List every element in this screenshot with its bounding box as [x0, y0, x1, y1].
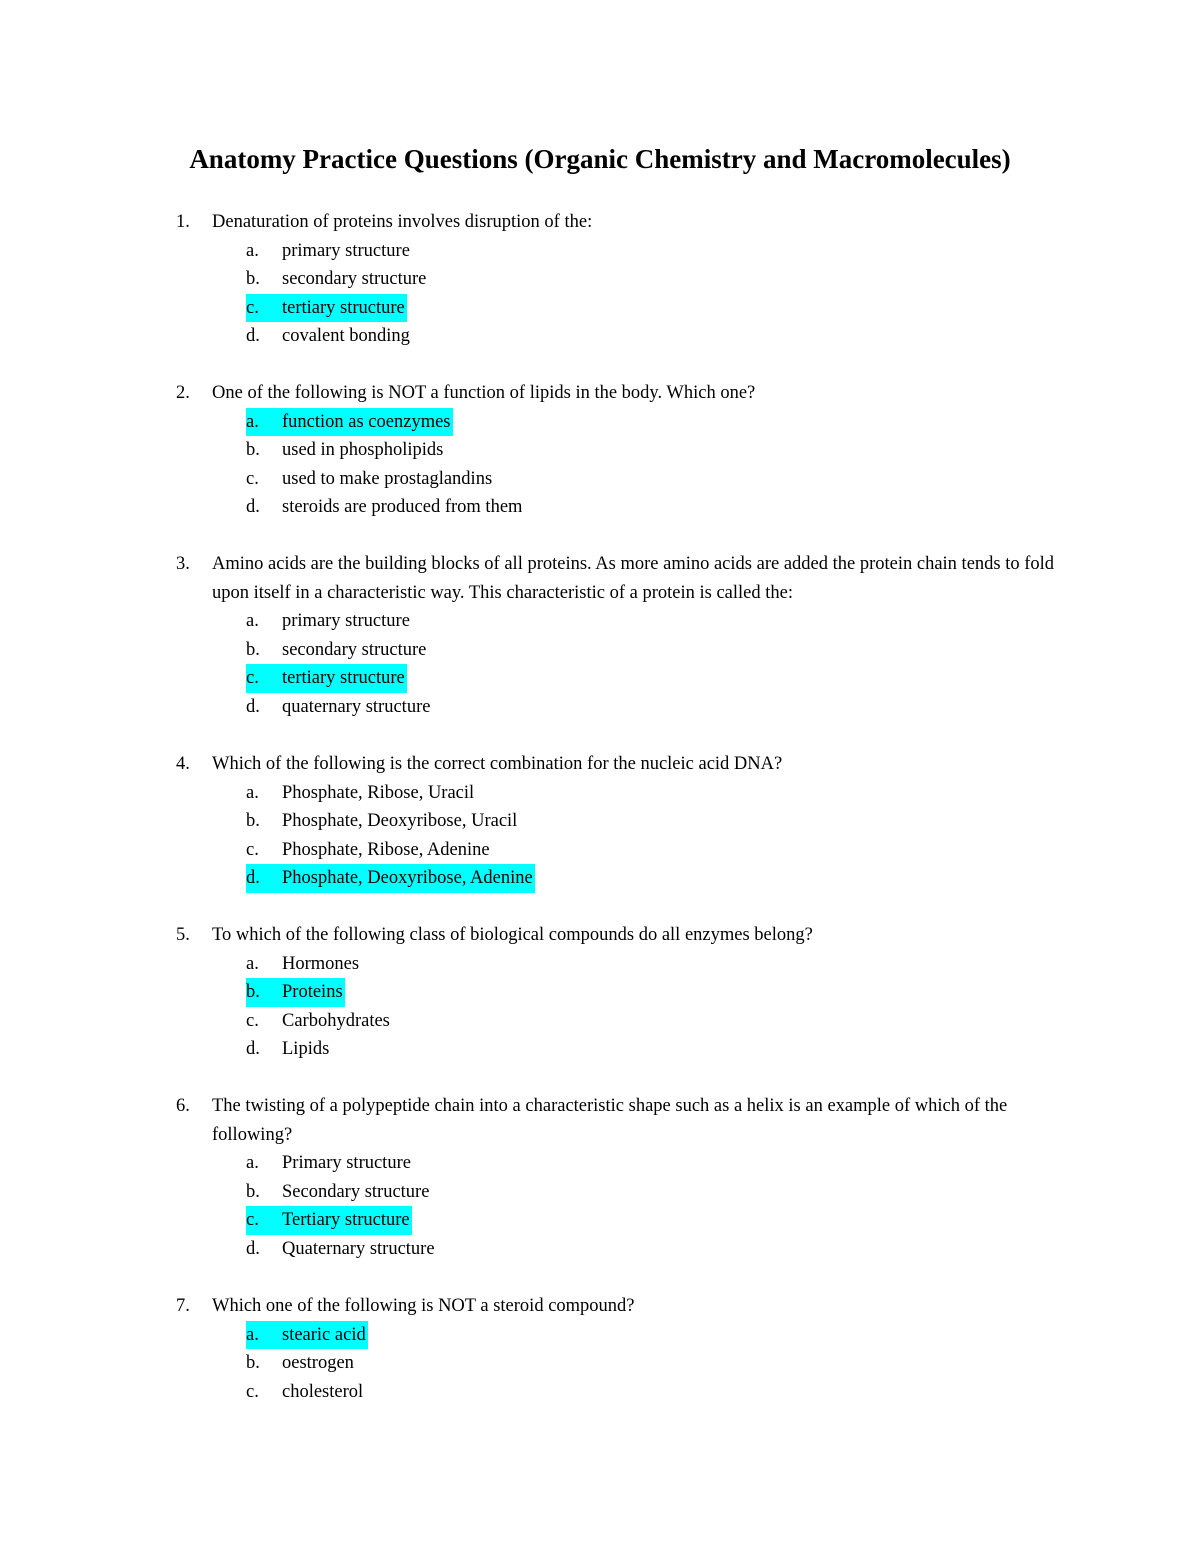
- page-title: Anatomy Practice Questions (Organic Chemistry and Macromolecules): [189, 144, 1011, 174]
- option-letter: b.: [246, 269, 260, 289]
- option-text: Phosphate, Ribose, Uracil: [282, 782, 475, 803]
- question-number: 7.: [176, 1296, 190, 1316]
- question-text: Which one of the following is NOT a steroid compound?: [212, 1296, 635, 1316]
- answer-option-d: [246, 1035, 329, 1064]
- answer-option-c: [246, 1007, 390, 1036]
- option-letter: c.: [246, 1381, 259, 1402]
- answer-option-a: [246, 1149, 411, 1178]
- answer-option-c-correct: [246, 294, 407, 323]
- question-text: One of the following is NOT a function of lipids in the body. Which one?: [212, 383, 756, 403]
- answer-option-a-correct: [246, 408, 453, 437]
- answer-option-a: [246, 237, 410, 266]
- answer-option-d: [246, 1235, 435, 1264]
- option-text: Phosphate, Deoxyribose, Uracil: [282, 811, 518, 831]
- option-letter: d.: [246, 497, 260, 517]
- option-text: Secondary structure: [282, 1181, 430, 1202]
- option-letter: d.: [246, 1039, 260, 1059]
- option-text: Lipids: [282, 1039, 330, 1059]
- option-text: Phosphate, Deoxyribose, Adenine: [282, 868, 533, 888]
- answer-option-c: [246, 1378, 363, 1407]
- question-number: 6.: [176, 1096, 190, 1116]
- option-letter: a.: [246, 240, 259, 261]
- option-letter: d.: [246, 1238, 260, 1259]
- option-letter: c.: [246, 1010, 259, 1031]
- option-text: Hormones: [282, 953, 360, 974]
- option-letter: b.: [246, 1353, 260, 1373]
- option-letter: c.: [246, 468, 259, 489]
- answer-option-b: [246, 436, 443, 465]
- answer-option-a: [246, 779, 474, 808]
- answer-option-b: [246, 265, 426, 294]
- question-text: Which of the following is the correct combination for the nucleic acid DNA?: [212, 754, 783, 774]
- option-letter: a.: [246, 1324, 259, 1345]
- answer-option-c-correct: [246, 664, 407, 693]
- answer-option-d-correct: [246, 864, 535, 893]
- option-text: stearic acid: [282, 1324, 366, 1345]
- question-text: To which of the following class of biological compounds do all enzymes belong?: [212, 925, 813, 945]
- option-letter: b.: [246, 440, 260, 460]
- option-letter: b.: [246, 982, 260, 1002]
- option-letter: a.: [246, 1153, 259, 1173]
- option-letter: d.: [246, 326, 260, 346]
- question-text: The twisting of a polypeptide chain into a characteristic shape such as a helix is an example of which of the following?: [212, 1096, 1008, 1145]
- option-text: Tertiary structure: [282, 1210, 410, 1230]
- option-letter: d.: [246, 868, 260, 888]
- answer-option-c-correct: [246, 1206, 412, 1235]
- option-letter: b.: [246, 1181, 260, 1202]
- option-text: used to make prostaglandins: [282, 468, 493, 489]
- option-text: quaternary structure: [282, 696, 431, 717]
- answer-option-b-correct: [246, 978, 345, 1007]
- answer-option-b: [246, 1178, 429, 1207]
- answer-option-a-correct: [246, 1321, 368, 1350]
- option-letter: c.: [246, 668, 259, 688]
- option-text: used in phospholipids: [282, 440, 444, 460]
- option-text: oestrogen: [282, 1353, 354, 1373]
- option-text: covalent bonding: [282, 326, 410, 346]
- option-text: secondary structure: [282, 639, 427, 660]
- question-number: 4.: [176, 754, 190, 774]
- option-text: Phosphate, Ribose, Adenine: [282, 839, 490, 860]
- question-number: 3.: [176, 554, 190, 574]
- answer-option-b: [246, 636, 426, 665]
- option-letter: c.: [246, 297, 259, 318]
- option-text: cholesterol: [282, 1381, 364, 1402]
- answer-option-a: [246, 607, 410, 636]
- option-letter: a.: [246, 782, 259, 803]
- option-text: Quaternary structure: [282, 1238, 435, 1259]
- answer-option-d: [246, 322, 410, 351]
- option-text: function as coenzymes: [282, 411, 451, 432]
- question-text: Denaturation of proteins involves disruption of the:: [212, 212, 593, 232]
- question-number: 5.: [176, 925, 190, 945]
- option-letter: d.: [246, 696, 260, 717]
- question-text: Amino acids are the building blocks of all proteins. As more amino acids are added the protein chain tends to fold upon itself in a characteristic way. This characteristic of a protein is called the:: [212, 554, 1055, 603]
- answer-option-b: [246, 1349, 354, 1378]
- answer-option-c: [246, 465, 492, 494]
- option-text: secondary structure: [282, 269, 427, 289]
- answer-option-d: [246, 693, 430, 722]
- answer-option-d: [246, 493, 522, 522]
- option-text: primary structure: [282, 240, 410, 261]
- option-letter: a.: [246, 611, 259, 631]
- option-text: tertiary structure: [282, 668, 405, 688]
- option-letter: b.: [246, 811, 260, 831]
- answer-option-a: [246, 950, 359, 979]
- option-letter: b.: [246, 639, 260, 660]
- question-number: 2.: [176, 383, 190, 403]
- option-text: primary structure: [282, 611, 410, 631]
- option-text: tertiary structure: [282, 297, 405, 318]
- answer-option-c: [246, 836, 490, 865]
- option-letter: c.: [246, 839, 259, 860]
- option-text: steroids are produced from them: [282, 497, 523, 517]
- option-text: Carbohydrates: [282, 1010, 390, 1031]
- option-letter: c.: [246, 1210, 259, 1230]
- answer-option-b: [246, 807, 517, 836]
- option-letter: a.: [246, 411, 259, 432]
- option-text: Primary structure: [282, 1153, 411, 1173]
- question-number: 1.: [176, 212, 190, 232]
- option-text: Proteins: [282, 982, 343, 1002]
- option-letter: a.: [246, 953, 259, 974]
